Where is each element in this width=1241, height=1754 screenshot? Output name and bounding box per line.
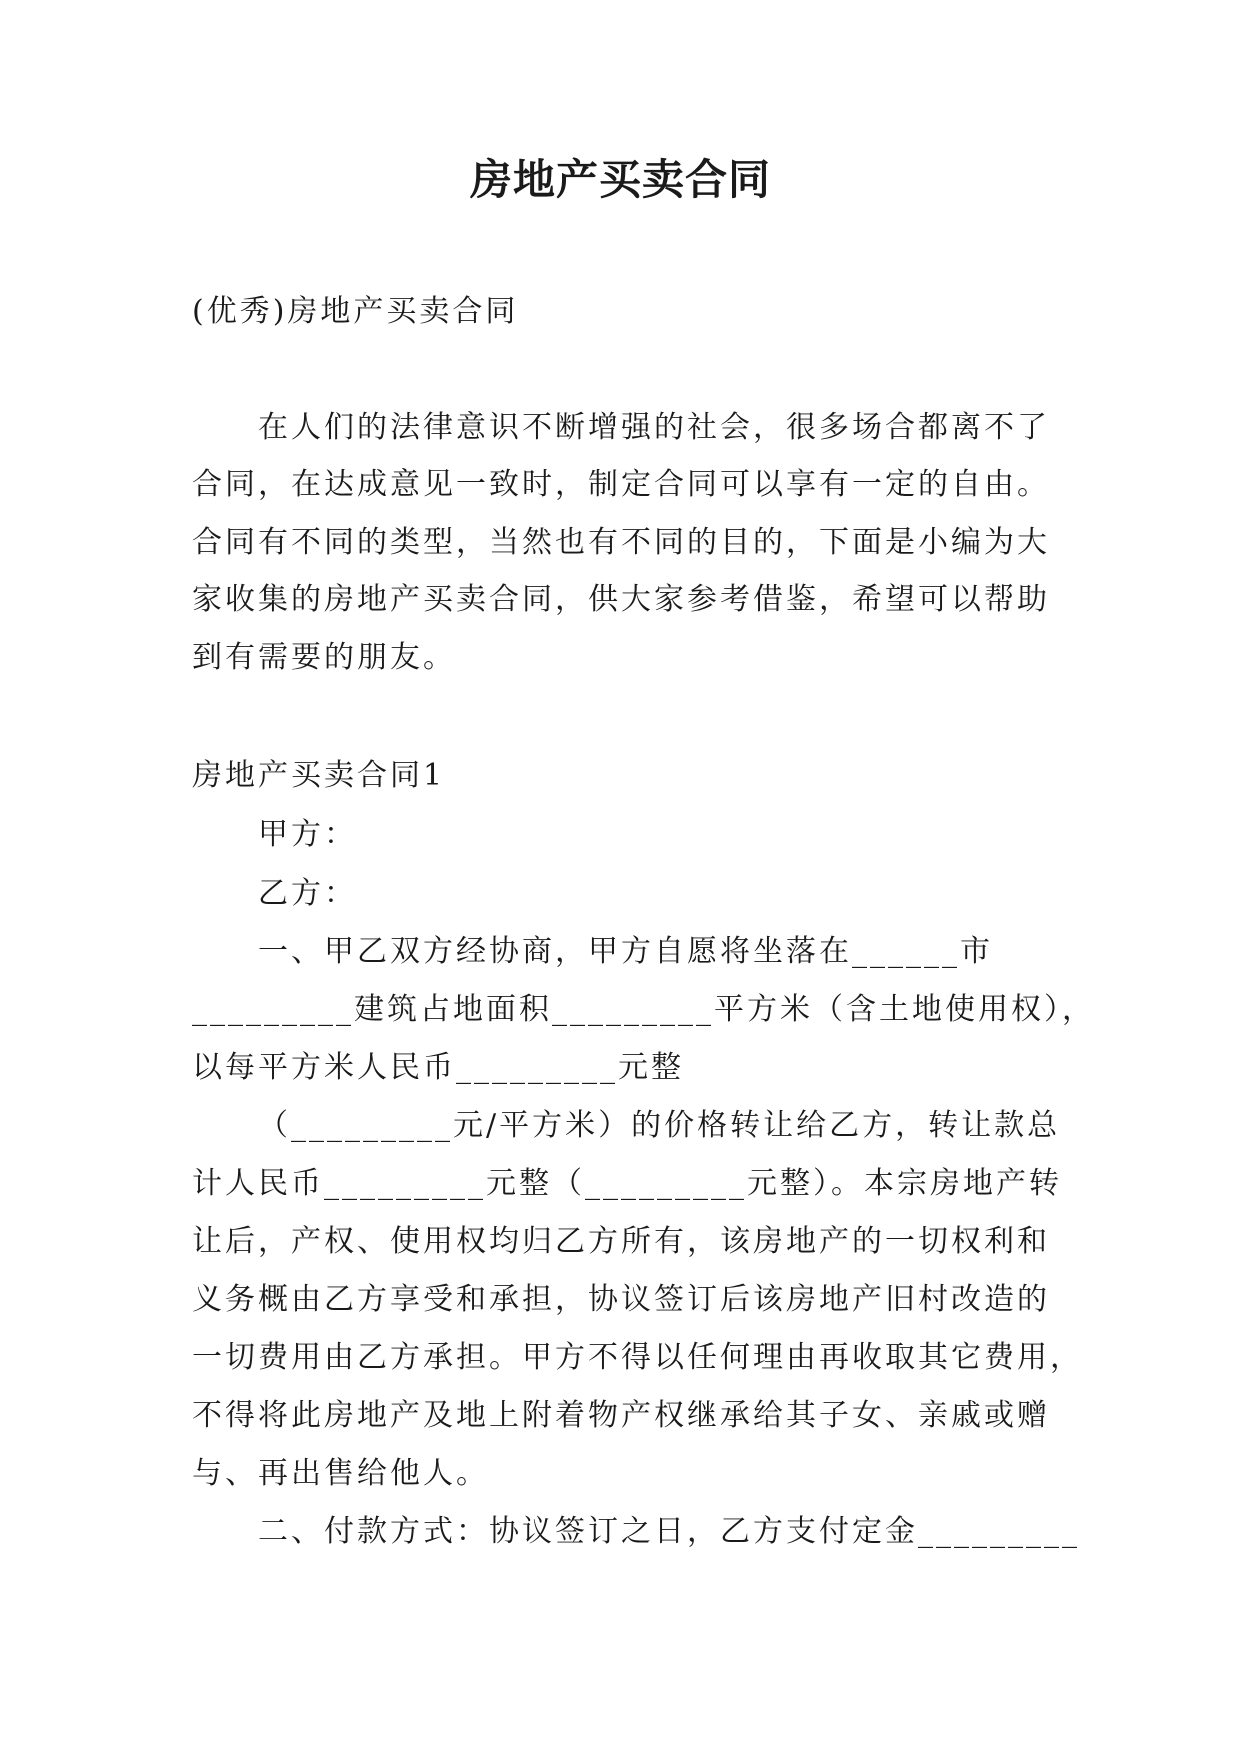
party-b-label: 乙方： xyxy=(258,876,357,911)
party-a-label: 甲方： xyxy=(258,817,357,852)
clause1-line-5: 计人民币_________元整（_________元整）。本宗房地产转 xyxy=(192,1166,1062,1201)
section-heading: 房地产买卖合同1 xyxy=(192,758,446,793)
clause1-line-9: 不得将此房地产及地上附着物产权继承给其子女、亲戚或赠 xyxy=(192,1398,1050,1433)
clause1-line-6: 让后，产权、使用权均归乙方所有，该房地产的一切权利和 xyxy=(192,1224,1050,1259)
clause1-line-1: 一、甲乙双方经协商，甲方自愿将坐落在______市 xyxy=(258,934,993,969)
intro-line-2: 合同，在达成意见一致时，制定合同可以享有一定的自由。 xyxy=(192,467,1050,502)
clause1-line-7: 义务概由乙方享受和承担，协议签订后该房地产旧村改造的 xyxy=(192,1282,1050,1317)
clause1-line-3: 以每平方米人民币_________元整 xyxy=(192,1050,684,1085)
document-subtitle: (优秀)房地产买卖合同 xyxy=(192,294,519,329)
document-title: 房地产买卖合同 xyxy=(469,155,771,204)
clause1-line-4: （_________元/平方米）的价格转让给乙方，转让款总 xyxy=(258,1108,1061,1143)
intro-line-5: 到有需要的朋友。 xyxy=(192,640,456,675)
intro-line-4: 家收集的房地产买卖合同，供大家参考借鉴，希望可以帮助 xyxy=(192,582,1050,617)
clause1-line-2: _________建筑占地面积_________平方米（含土地使用权）， xyxy=(192,992,1095,1027)
clause1-line-8: 一切费用由乙方承担。甲方不得以任何理由再收取其它费用， xyxy=(192,1340,1083,1375)
clause1-line-10: 与、再出售给他人。 xyxy=(192,1456,489,1491)
intro-line-1: 在人们的法律意识不断增强的社会，很多场合都离不了 xyxy=(258,410,1050,445)
intro-line-3: 合同有不同的类型，当然也有不同的目的，下面是小编为大 xyxy=(192,525,1050,560)
clause2-line-1: 二、付款方式：协议签订之日，乙方支付定金_________ xyxy=(258,1514,1080,1549)
